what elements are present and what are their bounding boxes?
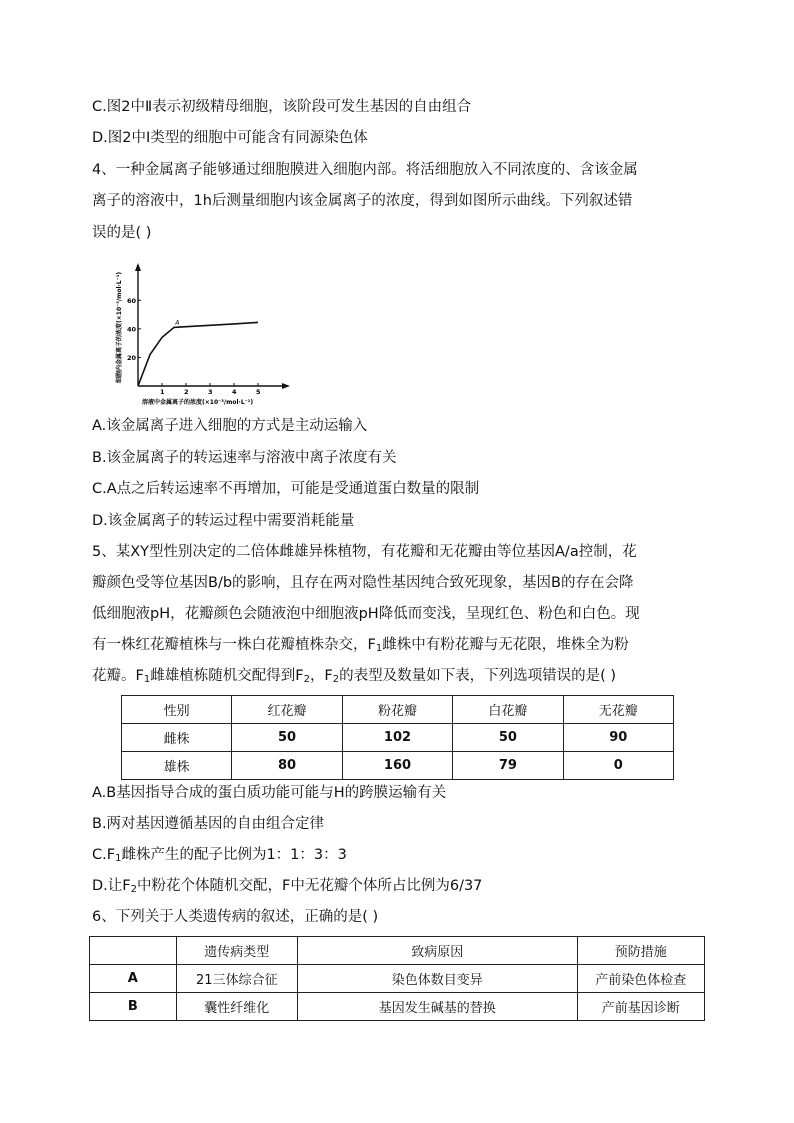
subscript: 2 xyxy=(303,674,310,685)
text-part: 花瓣。F xyxy=(92,668,144,684)
text-part: C.F xyxy=(92,847,116,863)
text-part: 的表型及数量如下表，下列选项错误的是( ) xyxy=(339,668,617,684)
question-4-text: 离子的溶液中，1h后测量细胞内该金属离子的浓度，得到如图所示曲线。下列叙述错 xyxy=(92,193,633,209)
table-header-cell: 预防措施 xyxy=(577,937,704,965)
x-tick-label: 2 xyxy=(184,388,189,396)
option-text: D.图2中Ⅰ类型的细胞中可能含有同源染色体 xyxy=(92,130,368,146)
option-text: C.图2中Ⅱ表示初级精母细胞，该阶段可发生基因的自由组合 xyxy=(92,99,472,115)
table-header-cell: 粉花瓣 xyxy=(342,696,452,724)
text-part: 雌株产生的配子比例为1：1：3：3 xyxy=(121,847,347,863)
option-b: B.两对基因遵循基因的自由组合定律 xyxy=(92,816,325,832)
table-cell: B xyxy=(90,993,177,1021)
subscript: 2 xyxy=(332,674,340,685)
x-tick-label: 4 xyxy=(232,388,237,396)
y-tick-label: 60 xyxy=(127,296,137,305)
table-header-row xyxy=(90,937,705,965)
table-cell: 产前基因诊断 xyxy=(577,993,704,1021)
table-header-row xyxy=(122,696,674,724)
table-cell: A xyxy=(90,965,177,993)
genetic-disease-table xyxy=(89,936,705,1021)
subscript: 2 xyxy=(130,884,137,895)
option-c: C.A点之后转运速率不再增加，可能是受通道蛋白数量的限制 xyxy=(92,481,480,497)
option-a: A.该金属离子进入细胞的方式是主动运输入 xyxy=(92,418,368,434)
x-tick-label: 5 xyxy=(256,388,261,396)
table-cell: 产前染色体检查 xyxy=(577,965,704,993)
table-cell: 50 xyxy=(453,724,563,752)
text-part: D.让F xyxy=(92,878,131,894)
x-axis-label: 溶液中金属离子的浓度(×10⁻³/mol·L⁻¹) xyxy=(142,399,254,406)
table-header-cell: 无花瓣 xyxy=(563,696,673,724)
text-part: ，F xyxy=(309,668,333,684)
point-a-label: A xyxy=(175,319,180,327)
table-row xyxy=(90,965,705,993)
option-d xyxy=(92,876,482,896)
subscript: 1 xyxy=(115,853,122,864)
table-header-cell: 致病原因 xyxy=(298,937,578,965)
question-5-text: 低细胞液pH，花瓣颜色会随液泡中细胞液pH降低而变浅，呈现红色、粉色和白色。现 xyxy=(92,606,640,622)
y-axis-label: 细胞内金属离子的浓度(×10⁻³/mol·L⁻¹) xyxy=(116,271,123,383)
subscript: 1 xyxy=(375,643,383,654)
table-cell: 50 xyxy=(232,724,342,752)
question-6-text: 6、下列关于人类遗传病的叙述，正确的是( ) xyxy=(92,909,379,925)
y-tick-label: 40 xyxy=(127,325,137,334)
option-d: D.该金属离子的转运过程中需要消耗能量 xyxy=(92,513,355,529)
table-cell: 80 xyxy=(232,752,342,780)
text-part: 中粉花个体随机交配，F中无花瓣个体所占比例为6/37 xyxy=(137,878,483,894)
table-header-cell: 红花瓣 xyxy=(232,696,342,724)
table-cell: 雌株 xyxy=(122,724,232,752)
table-row xyxy=(122,752,674,780)
table-cell: 染色体数目变异 xyxy=(298,965,578,993)
question-5-text xyxy=(92,666,616,686)
table-cell: 雄株 xyxy=(122,752,232,780)
option-a: A.B基因指导合成的蛋白质功能可能与H的跨膜运输有关 xyxy=(92,785,447,801)
x-tick-label: 3 xyxy=(208,388,213,396)
subscript: 1 xyxy=(143,674,151,685)
text-part: 雌雄植栋随机交配得到F xyxy=(150,668,304,684)
table-header-cell: 白花瓣 xyxy=(453,696,563,724)
question-5-text xyxy=(92,635,629,655)
question-4-text: 4、一种金属离子能够通过细胞膜进入细胞内部。将活细胞放入不同浓度的、含该金属 xyxy=(92,162,638,178)
table-row xyxy=(90,993,705,1021)
table-cell: 90 xyxy=(563,724,673,752)
text-part: 有一株红花瓣植株与一株白花瓣植株杂交，F xyxy=(92,637,376,653)
question-5-text: 瓣颜色受等位基因B/b的影响，且存在两对隐性基因纯合致死现象，基因B的存在会降 xyxy=(92,575,634,591)
table-header-cell: 遗传病类型 xyxy=(176,937,297,965)
question-5-text: 5、某XY型性别决定的二倍体雌雄异株植物，有花瓣和无花瓣由等位基因A/a控制，花 xyxy=(92,544,637,560)
question-4-text: 误的是( ) xyxy=(92,225,152,241)
y-tick-label: 20 xyxy=(127,353,137,362)
x-tick-label: 1 xyxy=(160,388,165,396)
table-cell: 160 xyxy=(342,752,452,780)
uptake-curve-figure xyxy=(108,258,298,408)
table-cell: 21三体综合征 xyxy=(176,965,297,993)
option-b: B.该金属离子的转运速率与溶液中离子浓度有关 xyxy=(92,450,397,466)
option-c xyxy=(92,845,347,865)
uptake-curve xyxy=(138,319,258,386)
phenotype-table xyxy=(121,695,674,780)
table-cell: 0 xyxy=(563,752,673,780)
table-row xyxy=(122,724,674,752)
table-cell: 79 xyxy=(453,752,563,780)
table-header-cell xyxy=(90,937,177,965)
table-header-cell: 性别 xyxy=(122,696,232,724)
table-cell: 102 xyxy=(342,724,452,752)
table-cell: 基因发生碱基的替换 xyxy=(298,993,578,1021)
table-cell: 囊性纤维化 xyxy=(176,993,297,1021)
text-part: 雌株中有粉花瓣与无花限，堆株全为粉 xyxy=(382,637,629,653)
